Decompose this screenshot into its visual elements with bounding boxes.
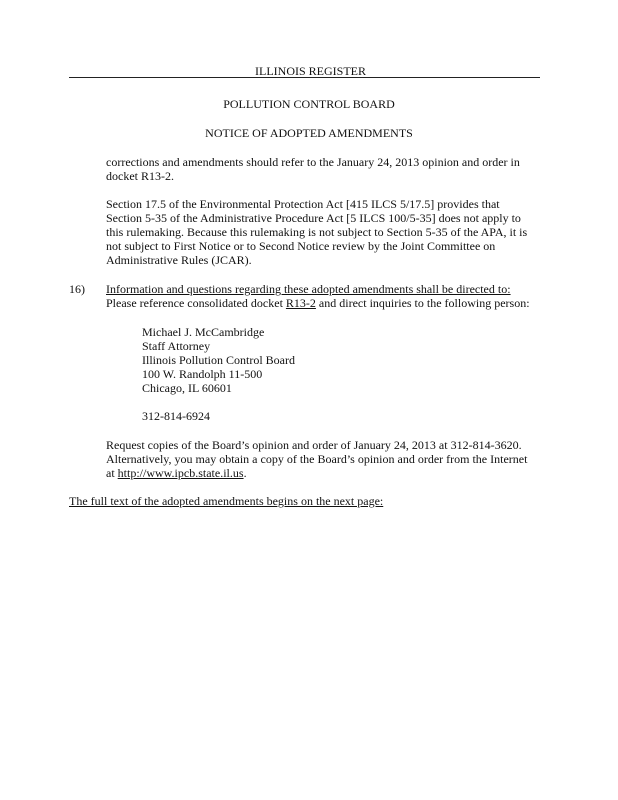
para2-line1: Section 17.5 of the Environmental Protection Act [415 ILCS 5/17.5] provides that xyxy=(106,197,500,211)
contact-phone: 312-814-6924 xyxy=(142,409,210,423)
para2-line4: not subject to First Notice or to Second Notice review by the Joint Committee on xyxy=(106,239,496,253)
register-title: ILLINOIS REGISTER xyxy=(255,64,366,78)
header-rule xyxy=(69,77,540,78)
request-line2: Alternatively, you may obtain a copy of the Board’s opinion and order from the Internet xyxy=(106,452,528,466)
docket-reference: R13-2 xyxy=(285,296,316,310)
ipcb-website-link[interactable]: http://www.ipcb.state.il.us xyxy=(117,466,244,480)
item-line2-post: and direct inquiries to the following person: xyxy=(315,296,530,310)
request-line3-pre: at xyxy=(106,466,118,480)
agency-title: POLLUTION CONTROL BOARD xyxy=(223,97,395,111)
contact-title: Staff Attorney xyxy=(142,339,211,353)
para2-line5: Administrative Rules (JCAR). xyxy=(106,253,252,267)
para1-line2: docket R13-2. xyxy=(106,169,174,183)
contact-org: Illinois Pollution Control Board xyxy=(142,353,296,367)
item-line2 xyxy=(106,296,530,311)
item-number: 16) xyxy=(69,282,85,296)
contact-name: Michael J. McCambridge xyxy=(142,325,265,339)
item-heading: Information and questions regarding these adopted amendments shall be directed to: xyxy=(106,282,511,296)
notice-title: NOTICE OF ADOPTED AMENDMENTS xyxy=(205,126,413,140)
full-text-notice: The full text of the adopted amendments begins on the next page: xyxy=(69,494,384,508)
request-line1: Request copies of the Board’s opinion and order of January 24, 2013 at 312-814-3620. xyxy=(106,438,522,452)
item-line2-pre: Please reference consolidated docket xyxy=(106,296,286,310)
para2-line3: this rulemaking. Because this rulemaking is not subject to Section 5-35 of the APA, it is xyxy=(106,225,528,239)
contact-address1: 100 W. Randolph 11-500 xyxy=(142,367,263,381)
contact-address2: Chicago, IL 60601 xyxy=(142,381,232,395)
request-line3-post: . xyxy=(243,466,247,480)
request-line3 xyxy=(106,466,247,481)
para2-line2: Section 5-35 of the Administrative Procedure Act [5 ILCS 100/5-35] does not apply to xyxy=(106,211,521,225)
para1-line1: corrections and amendments should refer to the January 24, 2013 opinion and order in xyxy=(106,155,520,169)
